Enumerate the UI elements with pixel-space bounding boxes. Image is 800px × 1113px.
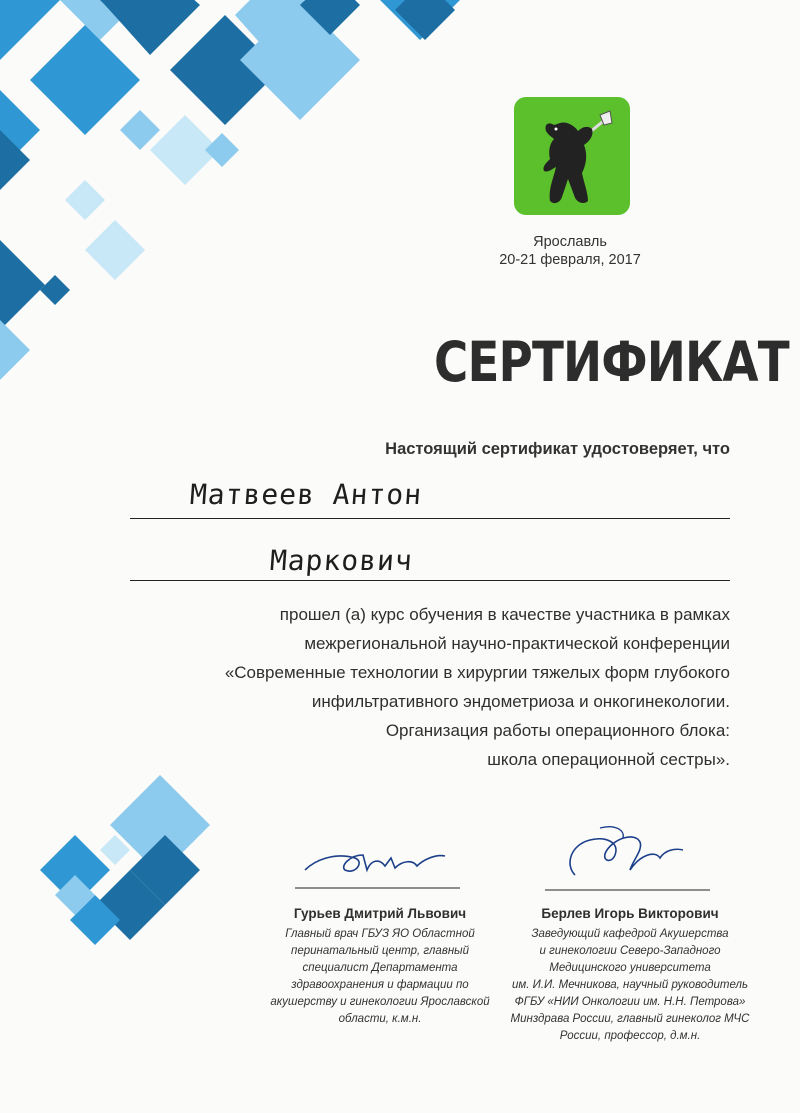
event-dates: 20-21 февраля, 2017 <box>499 252 641 268</box>
desc-line: Главный врач ГБУЗ ЯО Областной <box>285 928 475 940</box>
recipient-name-line1: Матвеев Антон <box>188 478 424 511</box>
desc-line: России, профессор, д.м.н. <box>559 1030 701 1042</box>
signatory-2-name: Берлев Игорь Викторович <box>541 906 719 921</box>
signatory-1-name: Гурьев Дмитрий Львович <box>293 906 467 921</box>
desc-line: им. И.И. Мечникова, научный руководитель <box>511 979 749 991</box>
name-underline-1 <box>130 518 730 519</box>
intro-text: Настоящий сертификат удостоверяет, что <box>385 440 730 458</box>
body-line: прошел (а) курс обучения в качестве участника в рамках <box>279 605 730 624</box>
desc-line: и гинекологии Северо-Западного <box>539 945 721 957</box>
desc-line: ФГБУ «НИИ Онкологии им. Н.Н. Петрова» <box>514 996 746 1008</box>
name-underline-2 <box>130 580 730 581</box>
body-line: Организация работы операционного блока: <box>385 721 730 740</box>
event-location-dates <box>470 233 670 269</box>
signatory-2-description <box>505 926 755 1045</box>
body-line: школа операционной сестры». <box>487 750 730 769</box>
body-line: «Современные технологии в хирургии тяжелых форм глубокого <box>224 663 730 682</box>
signatory-1-description <box>265 926 495 1028</box>
signature-gurev <box>295 830 465 890</box>
desc-line: Заведующий кафедрой Акушерства <box>531 928 729 940</box>
signature-berlev <box>545 820 715 892</box>
desc-line: Минздрава России, главный гинеколог МЧС <box>510 1013 750 1025</box>
course-description <box>110 600 730 774</box>
certificate-title: СЕРТИФИКАТ <box>434 330 789 394</box>
yaroslavl-coat-of-arms-logo <box>514 97 630 215</box>
desc-line: Медицинского университета <box>549 962 711 974</box>
body-line: межрегиональной научно-практической конференции <box>304 634 730 653</box>
body-line: инфильтративного эндометриоза и онкогинекологии. <box>311 692 730 711</box>
desc-line: специалист Департамента <box>302 962 458 974</box>
recipient-name-line2: Маркович <box>268 544 415 577</box>
city-name: Ярославль <box>533 234 607 250</box>
desc-line: здравоохранения и фармации по <box>291 979 469 991</box>
desc-line: области, к.м.н. <box>338 1013 422 1025</box>
desc-line: перинатальный центр, главный <box>290 945 470 957</box>
desc-line: акушерству и гинекологии Ярославской <box>270 996 490 1008</box>
